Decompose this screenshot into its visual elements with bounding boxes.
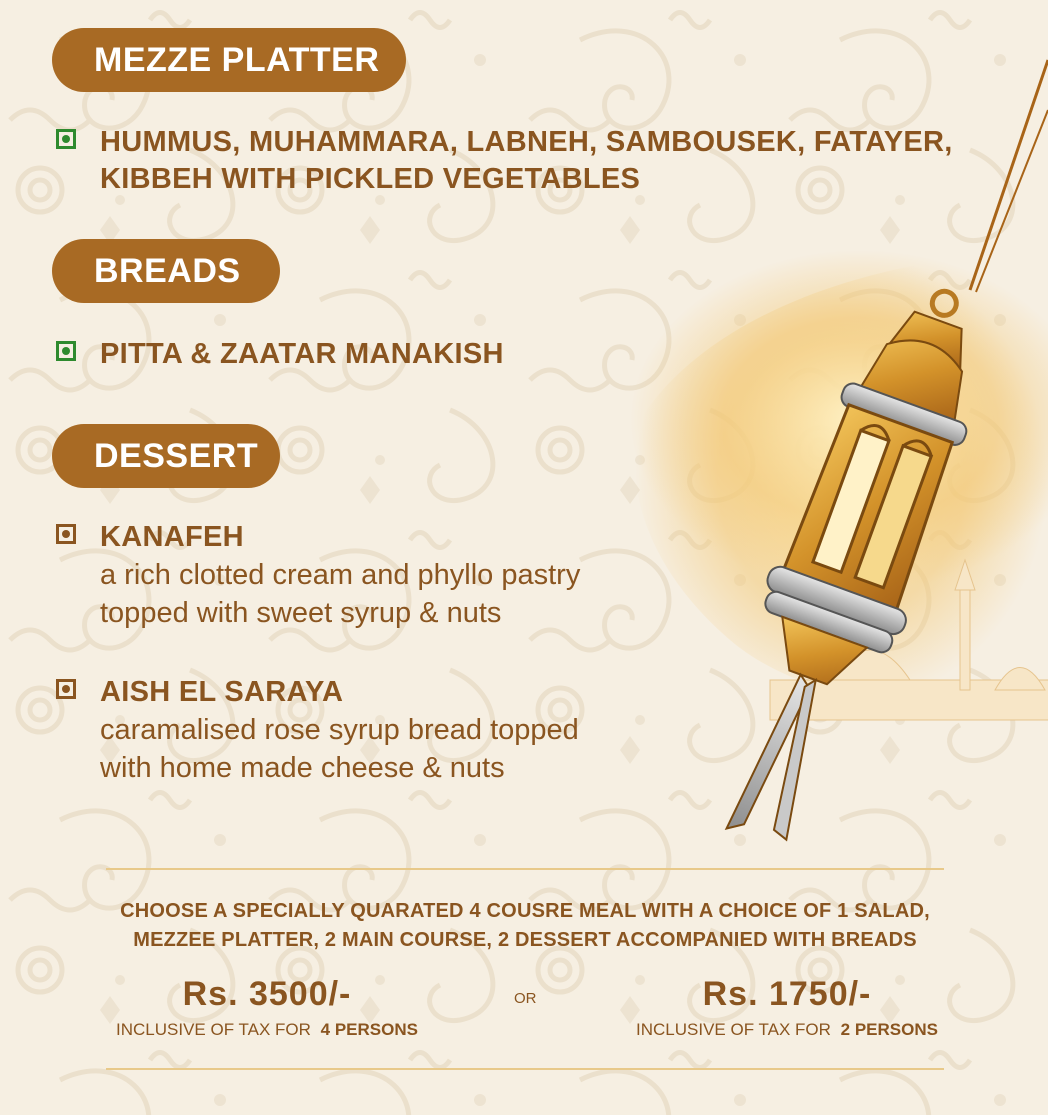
offer-2-persons (620, 974, 954, 1040)
menu-item-line: HUMMUS, MUHAMMARA, LABNEH, SAMBOUSEK, FATAYER, (100, 126, 953, 158)
menu-item-text (100, 124, 953, 198)
menu-item-line: KIBBEH WITH PICKLED VEGETABLES (100, 163, 641, 195)
non-veg-marker-icon (56, 524, 76, 544)
menu-item-description: a rich clotted cream and phyllo pastry (100, 559, 581, 591)
price: Rs. 1750/- (702, 975, 872, 1013)
persons-count: 4 PERSONS (320, 1020, 418, 1039)
section-heading-breads: BREADS (52, 239, 280, 303)
menu-item-text (100, 336, 504, 373)
price-note (620, 1020, 954, 1040)
menu-item-breads (56, 336, 504, 373)
divider-top (106, 868, 944, 870)
veg-marker-icon (56, 129, 76, 149)
menu-item-title: PITTA & ZAATAR MANAKISH (100, 338, 504, 370)
veg-marker-icon (56, 341, 76, 361)
section-heading-mezze: MEZZE PLATTER (52, 28, 406, 92)
menu-item-description: with home made cheese & nuts (100, 752, 505, 784)
menu-item-title: KANAFEH (100, 521, 244, 553)
persons-count: 2 PERSONS (840, 1020, 938, 1039)
price-note (100, 1020, 434, 1040)
menu-item-text (100, 519, 580, 632)
promo-text (60, 897, 990, 955)
menu-item-mezze (56, 124, 953, 198)
menu-item-description: topped with sweet syrup & nuts (100, 597, 502, 629)
menu-item-description: caramalised rose syrup bread topped (100, 714, 579, 746)
promo-line: MEZZEE PLATTER, 2 MAIN COURSE, 2 DESSERT ACCOMPANIED WITH BREADS (133, 929, 917, 951)
promo-line: CHOOSE A SPECIALLY QUARATED 4 COUSRE MEAL WITH A CHOICE OF 1 SALAD, (120, 900, 930, 922)
divider-bottom (106, 1068, 944, 1070)
section-heading-dessert: DESSERT (52, 424, 280, 488)
price-note-text: INCLUSIVE OF TAX FOR (636, 1020, 831, 1039)
menu-item-aish-el-saraya (56, 674, 579, 787)
price-note-text: INCLUSIVE OF TAX FOR (116, 1020, 311, 1039)
menu-item-text (100, 674, 579, 787)
menu-item-kanafeh (56, 519, 580, 632)
price: Rs. 3500/- (182, 975, 352, 1013)
non-veg-marker-icon (56, 679, 76, 699)
offer-4-persons (100, 974, 434, 1040)
menu-item-title: AISH EL SARAYA (100, 676, 344, 708)
or-separator: OR (514, 990, 537, 1007)
